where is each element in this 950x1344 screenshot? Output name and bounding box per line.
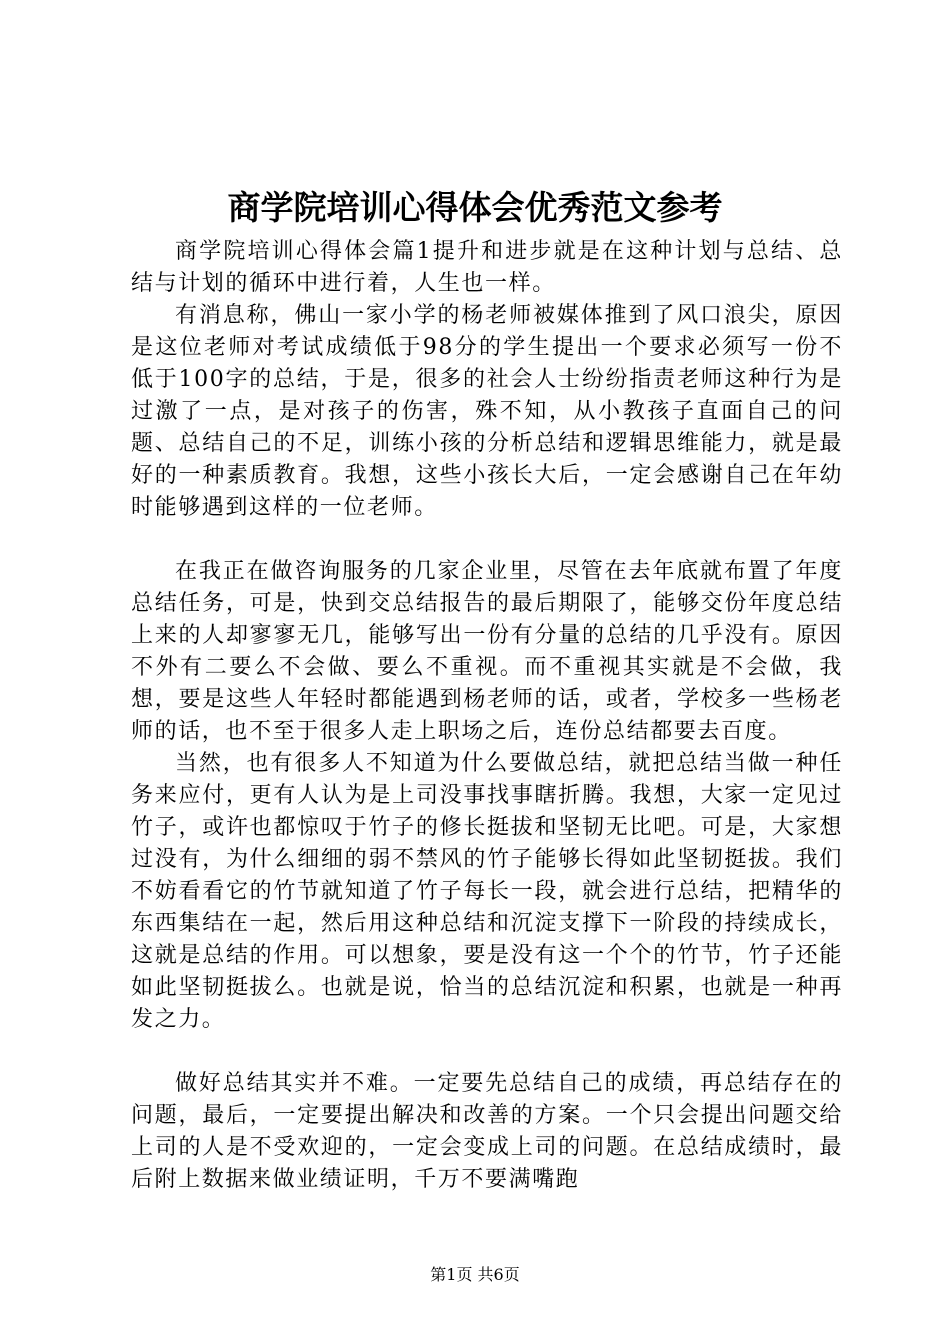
paragraph-1: 商学院培训心得体会篇1提升和进步就是在这种计划与总结、总结与计划的循环中进行着，人生也一样。 <box>131 239 843 296</box>
document-title: 商学院培训心得体会优秀范文参考 <box>227 188 723 227</box>
document-body <box>131 236 843 1196</box>
page-footer: 第1页 共6页 <box>430 1265 520 1284</box>
paragraph-4: 当然，也有很多人不知道为什么要做总结，就把总结当做一种任务来应付，更有人认为是上司没事找事瞎折腾。我想，大家一定见过竹子，或许也都惊叹于竹子的修长挺拔和坚韧无比吧。可是，大家想过没有，为什么细细的弱不禁风的竹子能够长得如此坚韧挺拔。我们不妨看看它的竹节就知道了竹子每长一段，就会进行总结，把精华的东西集结在一起，然后用这种总结和沉淀支撑下一阶段的持续成长，这就是总结的作用。可以想象，要是没有这一个个的竹节，竹子还能如此坚韧挺拔么。也就是说，恰当的总结沉淀和积累，也就是一种再发之力。 <box>131 751 843 1032</box>
paragraph-spacer <box>131 524 843 556</box>
paragraph-3: 在我正在做咨询服务的几家企业里，尽管在去年底就布置了年度总结任务，可是，快到交总结报告的最后期限了，能够交份年度总结上来的人却寥寥无几，能够写出一份有分量的总结的几乎没有。原因不外有二要么不会做、要么不重视。而不重视其实就是不会做，我想，要是这些人年轻时都能遇到杨老师的话，或者，学校多一些杨老师的话，也不至于很多人走上职场之后，连份总结都要去百度。 <box>131 559 843 744</box>
paragraph-spacer <box>131 1036 843 1068</box>
paragraph-5: 做好总结其实并不难。一定要先总结自己的成绩，再总结存在的问题，最后，一定要提出解决和改善的方案。一个只会提出问题交给上司的人是不受欢迎的，一定会变成上司的问题。在总结成绩时，最后附上数据来做业绩证明，千万不要满嘴跑 <box>131 1071 843 1192</box>
paragraph-2: 有消息称，佛山一家小学的杨老师被媒体推到了风口浪尖，原因是这位老师对考试成绩低于98分的学生提出一个要求必须写一份不低于100字的总结，于是，很多的社会人士纷纷指责老师这种行为是过激了一点，是对孩子的伤害，殊不知，从小教孩子直面自己的问题、总结自己的不足，训练小孩的分析总结和逻辑思维能力，就是最好的一种素质教育。我想，这些小孩长大后，一定会感谢自己在年幼时能够遇到这样的一位老师。 <box>131 303 843 520</box>
